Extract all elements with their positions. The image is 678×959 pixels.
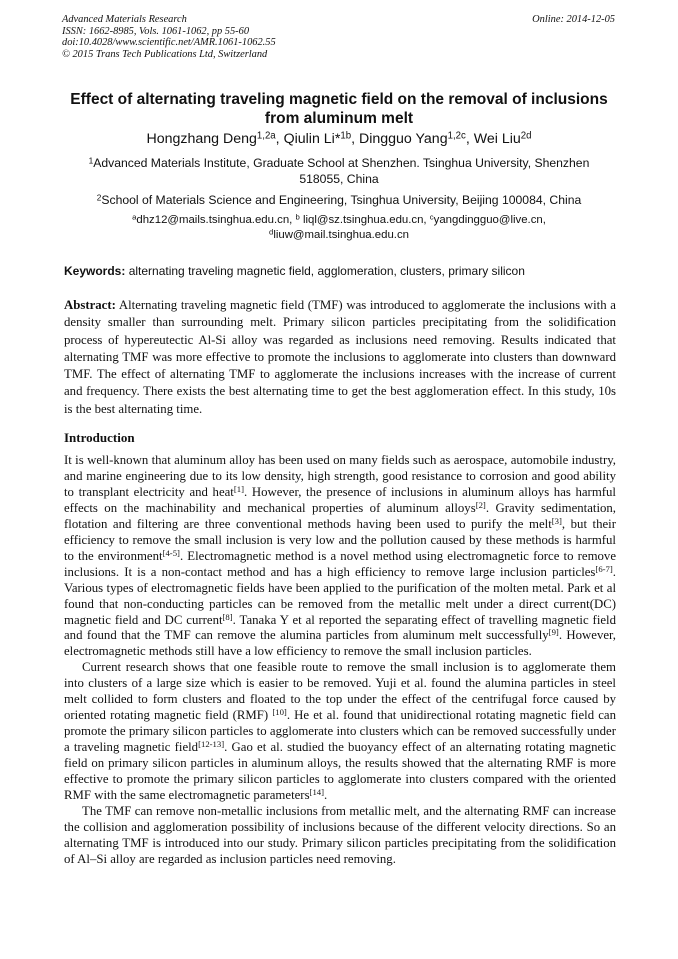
citation[interactable]: [4-5]: [162, 547, 180, 558]
introduction-body: [64, 453, 616, 868]
copyright-line: © 2015 Trans Tech Publications Ltd, Switzerland: [62, 48, 268, 60]
citation[interactable]: [8]: [222, 611, 233, 622]
author-name: Hongzhang Deng: [146, 131, 257, 147]
email-address[interactable]: liql@sz.tsinghua.edu.cn,: [299, 214, 430, 226]
affiliation-text: School of Materials Science and Engineering, Tsinghua University, Beijing 100084, China: [101, 193, 582, 207]
issn-line: ISSN: 1662-8985, Vols. 1061-1062, pp 55-60: [62, 25, 250, 37]
paragraph-text: . However, the presence of inclusions in aluminum alloys has harmful effects on the machinability and mechanical properties of aluminum alloys: [64, 484, 616, 515]
abstract-text: Alternating traveling magnetic field (TMF) was introduced to agglomerate the inclusions with a density smaller than surrounding melt. Primary silicon particles precipitating from the solidification process of hypereutectic Al-Si alloy was regarded as inclusions need removing. Results indicated that alternating TMF was more effective to promote the inclusions to agglomerate into clusters than downward TMF. The effect of alternating TMF to agglomerate the inclusions increases with the increase of current and frequency. There exists the best alternating time to get the best agglomeration effect. In this study, 10s is the best alternating time.: [64, 298, 616, 416]
citation[interactable]: [6-7]: [595, 563, 613, 574]
author-emails: [70, 213, 608, 243]
author-name: Qiulin Li*: [283, 131, 341, 147]
paragraph: [64, 660, 616, 804]
keywords: [64, 264, 616, 279]
citation[interactable]: [9]: [548, 627, 559, 638]
online-date: Online: 2014-12-05: [532, 14, 615, 25]
citation[interactable]: [3]: [551, 515, 562, 526]
email-mark: c: [429, 212, 434, 222]
author-name: Wei Liu: [473, 131, 521, 147]
author-affiliation-mark: 1,2a: [256, 130, 276, 142]
author-list: [40, 130, 638, 148]
paragraph-text: The TMF can remove non-metallic inclusions from metallic melt, and the alternating RMF can increase the collision and agglomeration possibility of inclusions because of the different velocity directions. So an alternating TMF is introduced into our study. Primary silicon particles precipitating from the solidification of Al–Si alloy are regarded as inclusion particles need removing.: [64, 803, 616, 866]
abstract: [64, 297, 616, 418]
paragraph-text: . He et al. found that unidirectional rotating magnetic field can promote the primary silicon particles to agglomerate into clusters which can be removed successfully under a traveling magnetic field: [64, 708, 616, 755]
email-address[interactable]: liuw@mail.tsinghua.edu.cn: [273, 229, 409, 241]
paragraph-text: , but their efficiency to remove the small inclusion is very low and the pollution caused by these methods is harmful to the environment: [64, 516, 616, 563]
paragraph-text: . Electromagnetic method is a novel method using electromagnetic force to remove inclusions. It is a non-contact method and has a high efficiency to remove large inclusion particles: [64, 548, 617, 579]
paragraph-text: Current research shows that one feasible route to remove the small inclusion is to agglomerate them into clusters of a large size which is easier to be removed. Yuji et al. found the alumina particles in steel melt collided to form clusters and floated to the top under the effect of the centrifugal force caused by oriented rotating magnetic field (RMF): [64, 660, 616, 723]
paragraph: [64, 453, 616, 660]
paragraph: [64, 804, 616, 868]
journal-header: [62, 14, 276, 60]
author-affiliation-mark: 2d: [520, 130, 532, 142]
author-separator: ,: [275, 131, 284, 147]
abstract-label: Abstract:: [64, 298, 116, 312]
author-separator: ,: [465, 131, 474, 147]
email-address[interactable]: yangdingguo@live.cn,: [433, 214, 546, 226]
affiliation-text: Advanced Materials Institute, Graduate School at Shenzhen. Tsinghua University, Shenzhen 518055, China: [93, 156, 590, 186]
author-name: Dingguo Yang: [358, 131, 448, 147]
citation[interactable]: [12-13]: [198, 739, 225, 750]
affiliation-mark: 1: [88, 155, 94, 166]
paragraph-text: . Various types of electromagnetic fields have been applied to the purification of the molten metal. Park et al found that non-conducting particles can be removed from the metallic melt under a direct current(DC) magnetic field and DC current: [64, 564, 616, 627]
author-affiliation-mark: 1b: [340, 130, 352, 142]
keywords-text: alternating traveling magnetic field, agglomeration, clusters, primary silicon: [125, 264, 525, 278]
citation[interactable]: [1]: [233, 484, 245, 494]
paragraph-text: . Gravity sedimentation, flotation and filtering are three conventional methods having been used to purify the melt: [64, 500, 616, 531]
affiliation-1: [70, 155, 608, 187]
email-mark: d: [269, 227, 274, 237]
citation[interactable]: [14]: [309, 787, 325, 798]
affiliation-mark: 2: [96, 192, 102, 203]
doi-line[interactable]: doi:10.4028/www.scientific.net/AMR.1061-1062.55: [62, 37, 276, 49]
citation[interactable]: [10]: [272, 707, 287, 718]
paragraph-text: . Gao et al. studied the buoyancy effect of an alternating rotating magnetic field on primary silicon particles in aluminum alloys, the results showed that the alternating RMF is more effective to promote the primary silicon particles to agglomerate into clusters compared with the oriented RMF with the same electromagnetic parameters: [64, 740, 616, 803]
citation[interactable]: [2]: [475, 499, 486, 510]
email-mark: a: [132, 212, 137, 222]
paragraph-text: It is well-known that aluminum alloy has been used on many fields such as aerospace, automobile industry, and marine engineering due to its low density, high strength, good resistance to corrosion and good ability to transplant electricity and heat: [64, 453, 616, 499]
author-separator: ,: [351, 131, 359, 147]
paragraph-text: . Tanaka Y et al reported the separating effect of travelling magnetic field and found that the TMF can remove the alumina particles from aluminum melt successfully: [64, 612, 617, 643]
paper-title: Effect of alternating traveling magnetic field on the removal of inclusions from aluminum melt: [70, 91, 608, 127]
paragraph-text: . However, electromagnetic methods still have a low efficiency to remove the small inclusion particles.: [64, 628, 616, 659]
journal-name: Advanced Materials Research: [62, 14, 187, 25]
email-address[interactable]: dhz12@mails.tsinghua.edu.cn,: [136, 214, 296, 226]
section-heading-introduction: Introduction: [64, 430, 135, 445]
author-affiliation-mark: 1,2c: [447, 130, 466, 142]
keywords-label: Keywords:: [64, 264, 126, 278]
paragraph-text: .: [324, 788, 328, 803]
affiliation-2: [70, 192, 608, 208]
email-mark: b: [295, 212, 300, 222]
